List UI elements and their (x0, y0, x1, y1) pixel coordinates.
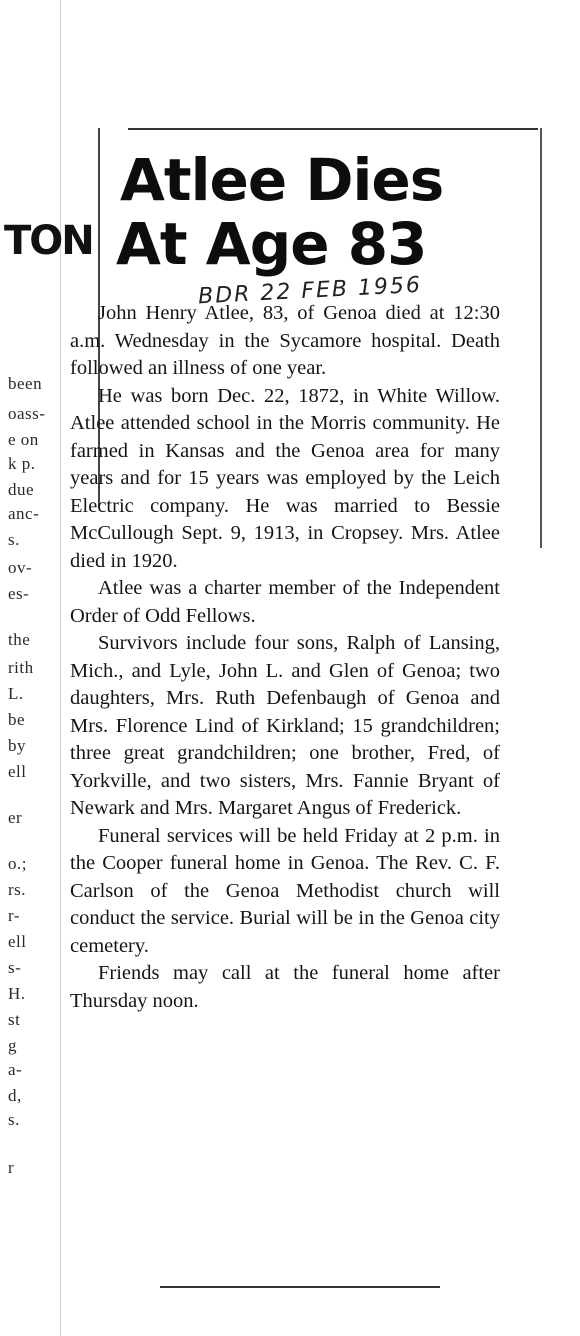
column-fragment: by (8, 736, 26, 755)
paragraph: Survivors include four sons, Ralph of Lansing, Mich., and Lyle, John L. and Glen of Genoa; two daughters, Mrs. Ruth Defenbaugh of Genoa and Mrs. Florence Lind of Kirkland; 15 grandchildren; three great grandchildren; one brother, Fred, of Yorkville, and two sisters, Mrs. Fannie Bryant of Newark and Mrs. Margaret Angus of Frederick. (70, 632, 500, 819)
column-fragment: the (8, 630, 31, 649)
paragraph: Atlee was a charter member of the Independent Order of Odd Fellows. (70, 577, 500, 627)
obituary-body (70, 300, 500, 1015)
column-fragment: anc- (8, 504, 40, 523)
column-fragment: s. (8, 530, 20, 549)
column-fragment: ell (8, 762, 27, 781)
column-fragment: g (8, 1036, 17, 1055)
clipping-edge-top (128, 128, 538, 130)
column-fragment: es- (8, 584, 30, 603)
column-fragment: be (8, 710, 26, 729)
column-fragment: due (8, 480, 35, 499)
column-fragment: been (8, 374, 43, 393)
column-fragment: rith (8, 658, 34, 677)
clipping-edge-right (540, 128, 542, 548)
column-fragment: s. (8, 1110, 20, 1129)
column-fragment: H. (8, 984, 26, 1003)
column-fragment: st (8, 1010, 21, 1029)
end-rule (160, 1286, 440, 1288)
paragraph: John Henry Atlee, 83, of Genoa died at 12:30 a.m. Wednesday in the Sycamore hospital. Death followed an illness of one year. (70, 302, 500, 379)
column-fragment: s- (8, 958, 22, 977)
paragraph: Friends may call at the funeral home after Thursday noon. (70, 962, 500, 1012)
handwritten-date-note: BDR 22 FEB 1956 (197, 272, 423, 310)
column-fragment: e on (8, 430, 39, 449)
column-fragment: er (8, 808, 23, 827)
column-fragment: r (8, 1158, 15, 1177)
column-fragment: rs. (8, 880, 27, 899)
column-fragment: d, (8, 1086, 22, 1105)
column-fragment: a- (8, 1060, 23, 1079)
column-fragment: L. (8, 684, 24, 703)
paragraph: He was born Dec. 22, 1872, in White Willow. Atlee attended school in the Morris community. He farmed in Kansas and the Genoa area for many years and for 15 years was employed by the Leich Electric company. He was married to Bessie McCullough Sept. 9, 1913, in Cropsey. Mrs. Atlee died in 1920. (70, 384, 500, 572)
column-fragment: ell (8, 932, 27, 951)
column-fragment: r- (8, 906, 20, 925)
headline-line-2: At Age 83 (116, 210, 427, 278)
paragraph: Funeral services will be held Friday at 2 p.m. in the Cooper funeral home in Genoa. The Rev. C. F. Carlson of the Genoa Methodist church will conduct the service. Burial will be in the Genoa city cemetery. (70, 824, 500, 957)
headline-line-1: Atlee Dies (120, 146, 444, 214)
adjacent-column-fragment (0, 0, 93, 1336)
column-fragment: k p. (8, 454, 36, 473)
column-fragment: ov- (8, 558, 33, 577)
column-fragment: oass- (8, 404, 46, 423)
column-fragment: o.; (8, 854, 27, 873)
column-fragment-headline: TON (4, 218, 93, 264)
